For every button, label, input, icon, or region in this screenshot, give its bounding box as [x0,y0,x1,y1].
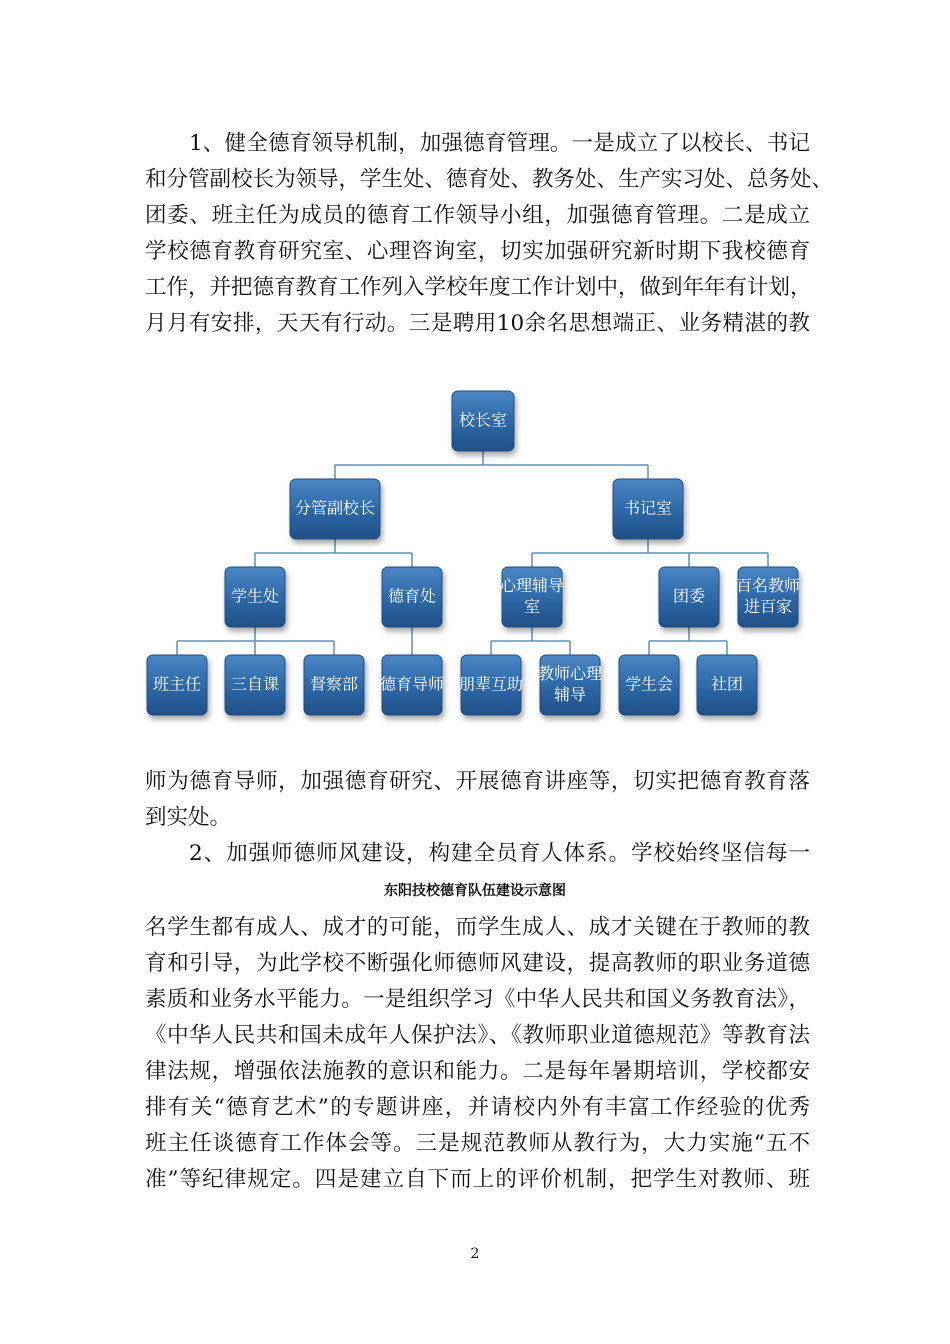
text-line: 育和引导，为此学校不断强化师德师风建设，提高教师的职业务道德 [145,951,810,976]
org-node-student-office [225,567,285,627]
org-node-label: 三自课 [230,674,280,694]
org-node-label: 督察部 [309,674,359,694]
org-node-secretary [613,479,683,539]
org-node-label: 团委 [672,586,706,606]
org-node-union [619,655,679,715]
org-node-label: 班主任 [152,674,202,694]
text-line: 到实处。 [145,805,232,830]
org-node-label: 进百家 [743,597,793,616]
paragraph-4 [145,910,810,1198]
org-node-moral-office [382,567,442,627]
paragraph-2 [145,764,810,836]
org-node-label: 心理辅导 [499,576,565,595]
org-node-three-self [225,655,285,715]
text-line: 排有关“德育艺术”的专题讲座，并请校内外有丰富工作经验的优秀 [145,1095,810,1120]
org-node-label: 校长室 [458,410,508,430]
org-node-label: 学生处 [230,586,280,606]
org-node-label: 学生会 [624,674,674,694]
org-node-label: 德育导师 [379,674,445,694]
text-line: 月月有安排，天天有行动。三是聘用10余名思想端正、业务精湛的教 [145,311,810,336]
org-node-principal [452,391,514,451]
org-node-hundred [736,567,800,627]
org-node-peer [459,655,523,715]
page-number: 2 [470,1246,480,1262]
org-node-label: 百名教师 [735,576,801,595]
org-node-label: 辅导 [553,685,587,704]
org-node-label: 书记室 [623,498,673,518]
text-line: 律法规，增强依法施教的意识和能力。二是每年暑期培训，学校都安 [145,1059,810,1084]
chart-caption: 东阳技校德育队伍建设示意图 [384,883,566,899]
org-node-club [697,655,757,715]
org-node-inspect [304,655,364,715]
text-line: 准”等纪律规定。四是建立自下而上的评价机制，把学生对教师、班 [145,1167,810,1192]
text-line: 和分管副校长为领导，学生处、德育处、教务处、生产实习处、总务处、 [145,167,834,192]
org-node-label: 德育处 [387,586,437,606]
text-line: 名学生都有成人、成才的可能，而学生成人、成才关键在于教师的教 [145,915,810,940]
text-line: 素质和业务水平能力。一是组织学习《中华人民共和国义务教育法》， [145,987,810,1012]
paragraph-3 [145,836,810,872]
text-line: 班主任谈德育工作体会等。三是规范教师从教行为，大力实施“五不 [145,1131,810,1156]
org-node-label: 社团 [710,674,744,694]
text-line: 师为德育导师，加强德育研究、开展德育讲座等，切实把德育教育落 [145,769,810,794]
org-node-teacher-psych [538,655,602,715]
org-node-label: 室 [523,597,541,616]
org-node-league [659,567,719,627]
org-node-label: 朋辈互助 [458,674,524,694]
org-node-psych [500,567,564,627]
org-node-label: 分管副校长 [294,498,376,518]
org-node-label: 教师心理 [537,664,603,683]
text-line: 团委、班主任为成员的德育工作领导小组，加强德育管理。二是成立 [145,203,810,228]
org-node-headteacher [147,655,207,715]
org-node-vice [290,479,380,539]
org-node-tutor [380,655,444,715]
text-line: 1、健全德育领导机制，加强德育管理。一是成立了以校长、书记 [189,131,810,156]
text-line: 《中华人民共和国未成年人保护法》、《教师职业道德规范》等教育法 [145,1023,810,1048]
text-line: 工作，并把德育教育工作列入学校年度工作计划中，做到年年有计划， [145,275,812,300]
text-line: 学校德育教育研究室、心理咨询室，切实加强研究新时期下我校德育 [145,239,810,264]
text-line: 2、加强师德师风建设，构建全员育人体系。学校始终坚信每一 [189,841,810,866]
